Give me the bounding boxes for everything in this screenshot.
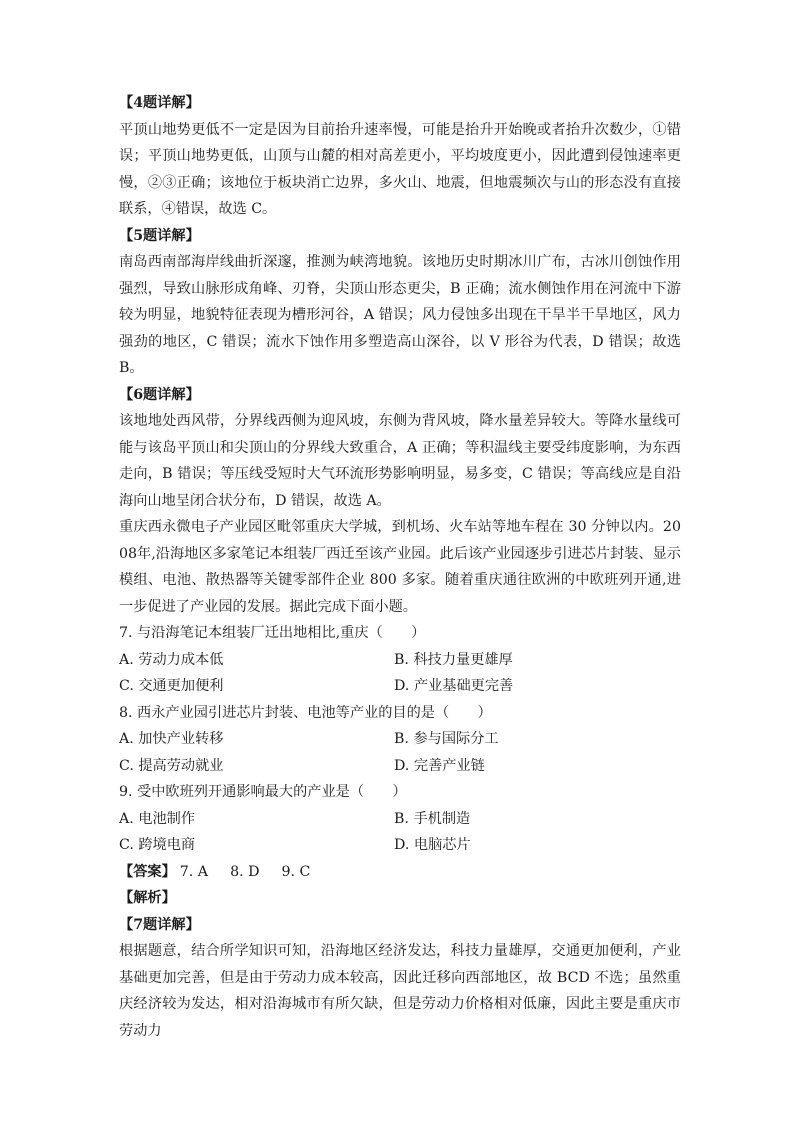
option-c: C. 交通更加便利 xyxy=(119,678,224,694)
option-c: C. 提高劳动就业 xyxy=(119,757,224,774)
answer-8: 8. D xyxy=(230,863,260,880)
q4-explanation: 平顶山地势更低不一定是因为目前抬升速率慢，可能是抬升开始晚或者抬升次数少，①错误；平顶山地势更低，山顶与山麓的相对高差更小，平均坡度更小，因此遭到侵蚀速率更慢，②③正确；该地位于板块消亡边界，多火山、地震，但地震频次与山的形态没有直接联系，④错误，故选 C。 xyxy=(119,121,681,217)
q4-heading: 【4题详解】 xyxy=(119,95,200,111)
option-b: B. 科技力量更雄厚 xyxy=(394,651,513,668)
q5-heading: 【5题详解】 xyxy=(119,227,200,244)
question-stem: 7. 与沿海笔记本组装厂迁出地相比,重庆（ ） xyxy=(119,625,426,641)
option-c: C. 跨境电商 xyxy=(119,837,196,853)
question-stem: 9. 受中欧班列开通影响最大的产业是（ ） xyxy=(119,784,407,800)
reading-material: 重庆西永微电子产业园区毗邻重庆大学城，到机场、火车站等地车程在 30 分钟以内。2008年,沿海地区多家笔记本组装厂西迁至该产业园。此后该产业园逐步引进芯片封装、显示模组、电池、散热器等关键零部件企业 800 多家。随着重庆通往欧洲的中欧班列开通,进一步促进了产业园的发展。据此完成下面小题。 xyxy=(119,519,681,615)
option-d: D. 完善产业链 xyxy=(394,757,485,774)
document-page xyxy=(119,90,681,1044)
q7-heading: 【7题详解】 xyxy=(119,916,200,933)
option-row xyxy=(119,806,681,833)
option-row xyxy=(119,726,681,753)
option-a: A. 电池制作 xyxy=(119,810,196,827)
answer-line xyxy=(119,859,681,886)
answer-7: 7. A xyxy=(179,863,209,880)
q5-explanation: 南岛西南部海岸线曲折深邃，推测为峡湾地貌。该地历史时期冰川广布，古冰川创蚀作用强烈，导致山脉形成角峰、刃脊，尖顶山形态更尖，B 正确；流水侧蚀作用在河流中下游较为明显，地貌特征表现为槽形河谷，A 错误；风力侵蚀多出现在干旱半干旱地区，风力强劲的地区，C 错误；流水下蚀作用多塑造高山深谷，以 V 形谷为代表，D 错误；故选 B。 xyxy=(119,254,681,376)
question-8 xyxy=(119,700,681,780)
answer-9: 9. C xyxy=(281,863,311,880)
answer-label: 【答案】 xyxy=(119,863,176,880)
option-a: A. 劳动力成本低 xyxy=(119,651,224,668)
option-row xyxy=(119,832,681,859)
option-row xyxy=(119,753,681,780)
option-row xyxy=(119,647,681,674)
option-row xyxy=(119,673,681,700)
question-stem: 8. 西永产业园引进芯片封装、电池等产业的目的是（ ） xyxy=(119,704,492,721)
question-7 xyxy=(119,620,681,700)
q6-heading: 【6题详解】 xyxy=(119,386,200,403)
q6-explanation: 该地地处西风带，分界线西侧为迎风坡，东侧为背风坡，降水量差异较大。等降水量线可能与该岛平顶山和尖顶山的分界线大致重合，A 正确；等积温线主要受纬度影响，为东西走向，B 错误；等压线受短时大气环流形势影响明显，易多变，C 错误；等高线应是自沿海向山地呈闭合状分布，D 错误，故选 A。 xyxy=(119,413,681,509)
question-9 xyxy=(119,779,681,859)
option-b: B. 手机制造 xyxy=(394,810,471,827)
option-a: A. 加快产业转移 xyxy=(119,731,224,747)
q7-explanation: 根据题意，结合所学知识可知，沿海地区经济发达，科技力量雄厚，交通更加便利，产业基础更加完善，但是由于劳动力成本较高，因此迁移向西部地区，故 BCD 不选；虽然重庆经济较为发达，相对沿海城市有所欠缺，但是劳动力价格相对低廉，因此主要是重庆市劳动力 xyxy=(119,943,681,1039)
option-b: B. 参与国际分工 xyxy=(394,731,499,747)
option-d: D. 产业基础更完善 xyxy=(394,678,514,694)
option-d: D. 电脑芯片 xyxy=(394,837,471,853)
analysis-heading: 【解析】 xyxy=(119,890,176,906)
